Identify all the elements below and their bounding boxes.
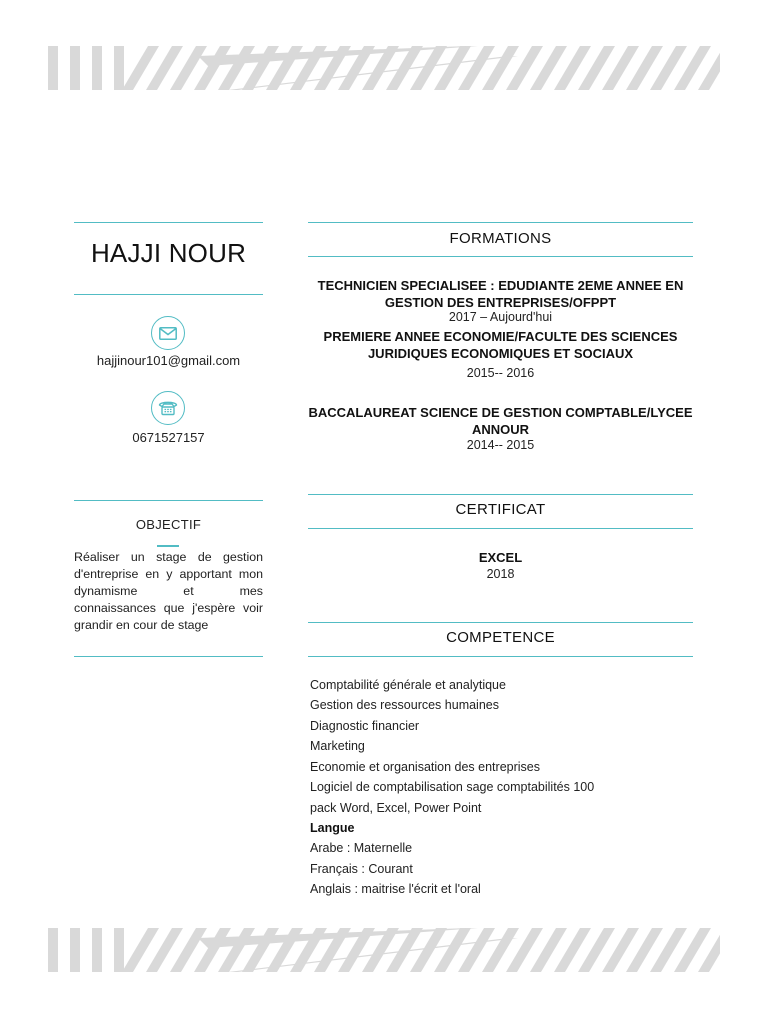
formations-top-rule xyxy=(308,222,693,223)
langue-item: Français : Courant xyxy=(310,862,413,876)
certificat-top-rule xyxy=(308,494,693,495)
formations-title: FORMATIONS xyxy=(449,230,552,247)
email-text: hajjinour101@gmail.com xyxy=(96,353,241,368)
formation-entry-title: PREMIERE ANNEE ECONOMIE/FACULTE DES SCIENCES JURIDIQUES ECONOMIQUES ET SOCIAUX xyxy=(323,329,678,361)
skill-item: Economie et organisation des entreprises xyxy=(310,760,540,774)
certificat-entry-title: EXCEL xyxy=(478,550,523,565)
bottom-decorative-band xyxy=(48,928,720,972)
skill-item: pack Word, Excel, Power Point xyxy=(310,801,482,815)
phone-text: 0671527157 xyxy=(132,430,205,445)
competence-title: COMPETENCE xyxy=(446,629,555,646)
skill-item: Comptabilité générale et analytique xyxy=(310,678,506,692)
envelope-icon xyxy=(151,316,185,350)
skill-item: Diagnostic financier xyxy=(310,719,420,733)
name-bottom-rule xyxy=(74,294,263,295)
formation-entry-date: 2015-- 2016 xyxy=(466,366,535,380)
skill-item: Marketing xyxy=(310,739,365,753)
competence-bottom-rule xyxy=(308,656,693,657)
objective-text: Réaliser un stage de gestion d'entreprise en y apportant mon dynamisme et mes connaissances que j'espère voir grandir en cour de stage xyxy=(74,550,263,632)
formation-entry-date: 2017 – Aujourd'hui xyxy=(448,310,553,324)
objective-top-rule xyxy=(74,500,263,501)
top-decorative-band xyxy=(48,46,720,90)
name-top-rule xyxy=(74,222,263,223)
objective-bottom-rule xyxy=(74,656,263,657)
formations-bottom-rule xyxy=(308,256,693,257)
objective-title-underline xyxy=(157,545,179,547)
langue-item: Arabe : Maternelle xyxy=(310,841,413,855)
skill-item: Logiciel de comptabilisation sage comptabilités 100 xyxy=(310,780,595,794)
formation-entry-title: BACCALAUREAT SCIENCE DE GESTION COMPTABLE/LYCEE ANNOUR xyxy=(308,405,693,437)
formation-entry-date: 2014-- 2015 xyxy=(466,438,535,452)
certificat-title: CERTIFICAT xyxy=(455,501,546,518)
candidate-name: HAJJI NOUR xyxy=(90,238,247,268)
langue-item: Anglais : maitrise l'écrit et l'oral xyxy=(310,882,481,896)
langue-title: Langue xyxy=(310,821,355,835)
formation-entry-title: TECHNICIEN SPECIALISEE : EDUDIANTE 2EME ANNEE EN GESTION DES ENTREPRISES/OFPPT xyxy=(317,278,684,310)
telephone-icon xyxy=(151,391,185,425)
certificat-bottom-rule xyxy=(308,528,693,529)
competence-top-rule xyxy=(308,622,693,623)
certificat-entry-date: 2018 xyxy=(486,567,515,581)
skill-item: Gestion des ressources humaines xyxy=(310,698,499,712)
objective-title: OBJECTIF xyxy=(135,517,202,532)
